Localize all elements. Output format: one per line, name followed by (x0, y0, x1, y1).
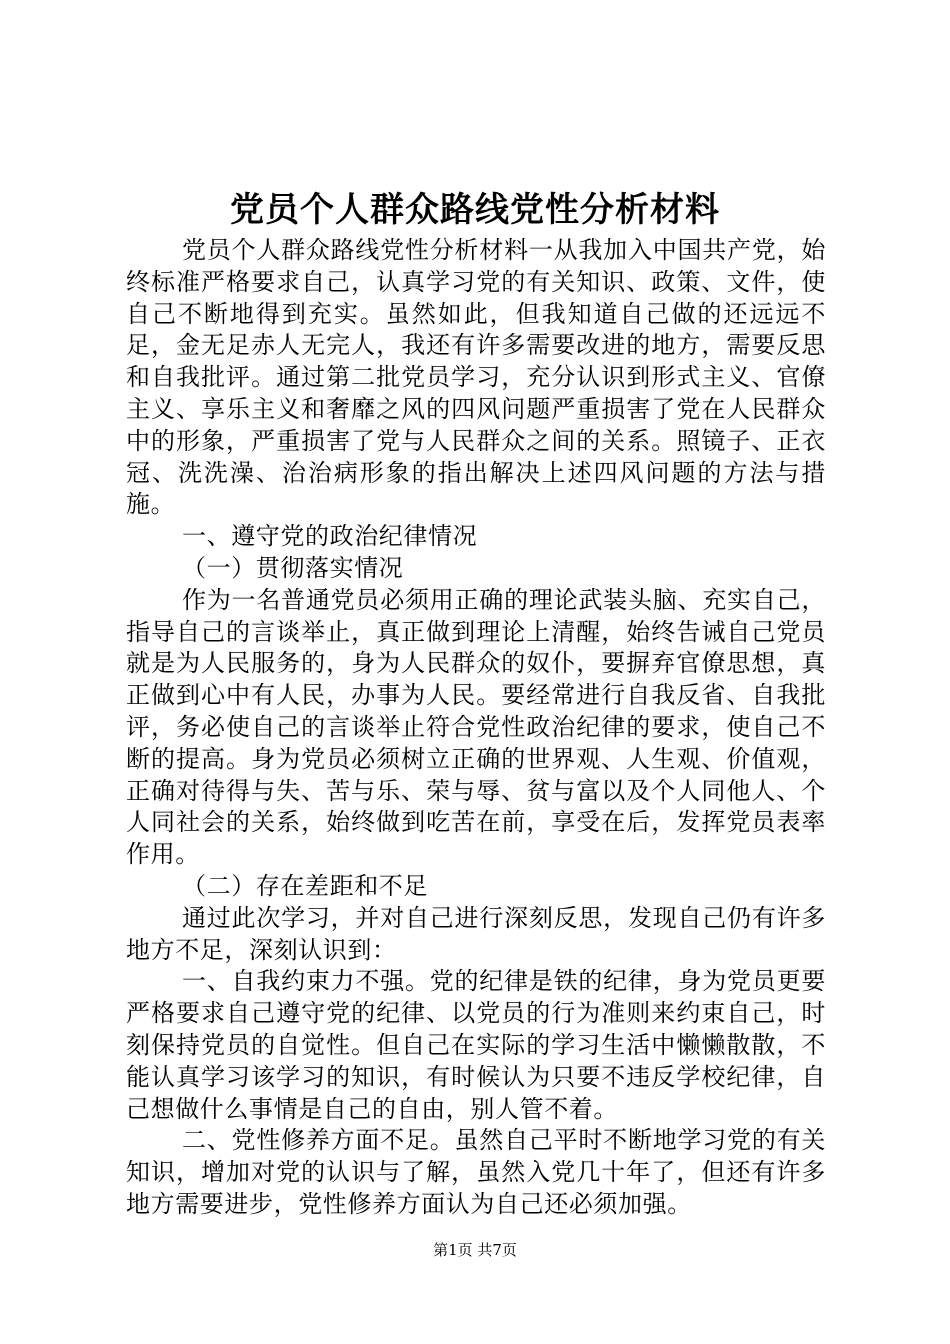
paragraph-point-1: 一、自我约束力不强。党的纪律是铁的纪律，身为党员更要严格要求自己遵守党的纪律、以党员的行为准则来约束自己，时刻保持党员的自觉性。但自己在实际的学习生活中懒懒散散，不能认真学习该学习的知识，有时候认为只要不违反学校纪律，自己想做什么事情是自己的自由，别人管不着。 (126, 967, 826, 1123)
paragraph-point-2: 二、党性修养方面不足。虽然自己平时不断地学习党的有关知识，增加对党的认识与了解，虽然入党几十年了，但还有许多地方需要进步，党性修养方面认为自己还必须加强。 (126, 1126, 826, 1218)
paragraph-implementation: 作为一名普通党员必须用正确的理论武装头脑、充实自己，指导自己的言谈举止，真正做到理论上清醒，始终告诫自己党员就是为人民服务的，身为人民群众的奴仆，要摒弃官僚思想，真正做到心中有人民，办事为人民。要经常进行自我反省、自我批评，务必使自己的言谈举止符合党性政治纪律的要求，使自己不断的提高。身为党员必须树立正确的世界观、人生观、价值观，正确对待得与失、苦与乐、荣与辱、贫与富以及个人同他人、个人同社会的关系，始终做到吃苦在前，享受在后，发挥党员表率作用。 (126, 585, 826, 869)
paragraph-intro: 党员个人群众路线党性分析材料一从我加入中国共产党，始终标准严格要求自己，认真学习党的有关知识、政策、文件，使自己不断地得到充实。虽然如此，但我知道自己做的还远远不足，金无足赤人无完人，我还有许多需要改进的地方，需要反思和自我批评。通过第二批党员学习，充分认识到形式主义、官僚主义、享乐主义和奢靡之风的四风问题严重损害了党在人民群众中的形象，严重损害了党与人民群众之间的关系。照镜子、正衣冠、洗洗澡、治治病形象的指出解决上述四风问题的方法与措施。 (126, 236, 826, 519)
heading-section-1: 一、遵守党的政治纪律情况 (182, 522, 478, 551)
document-title: 党员个人群众路线党性分析材料 (230, 190, 720, 230)
page-number-footer: 第1页 共7页 (433, 1241, 517, 1259)
paragraph-reflection: 通过此次学习，并对自己进行深刻反思，发现自己仍有许多地方不足，深刻认识到： (126, 903, 826, 964)
document-body (126, 235, 826, 1221)
heading-subsection-1: （一）贯彻落实情况 (182, 553, 404, 582)
heading-subsection-2: （二）存在差距和不足 (182, 871, 428, 900)
